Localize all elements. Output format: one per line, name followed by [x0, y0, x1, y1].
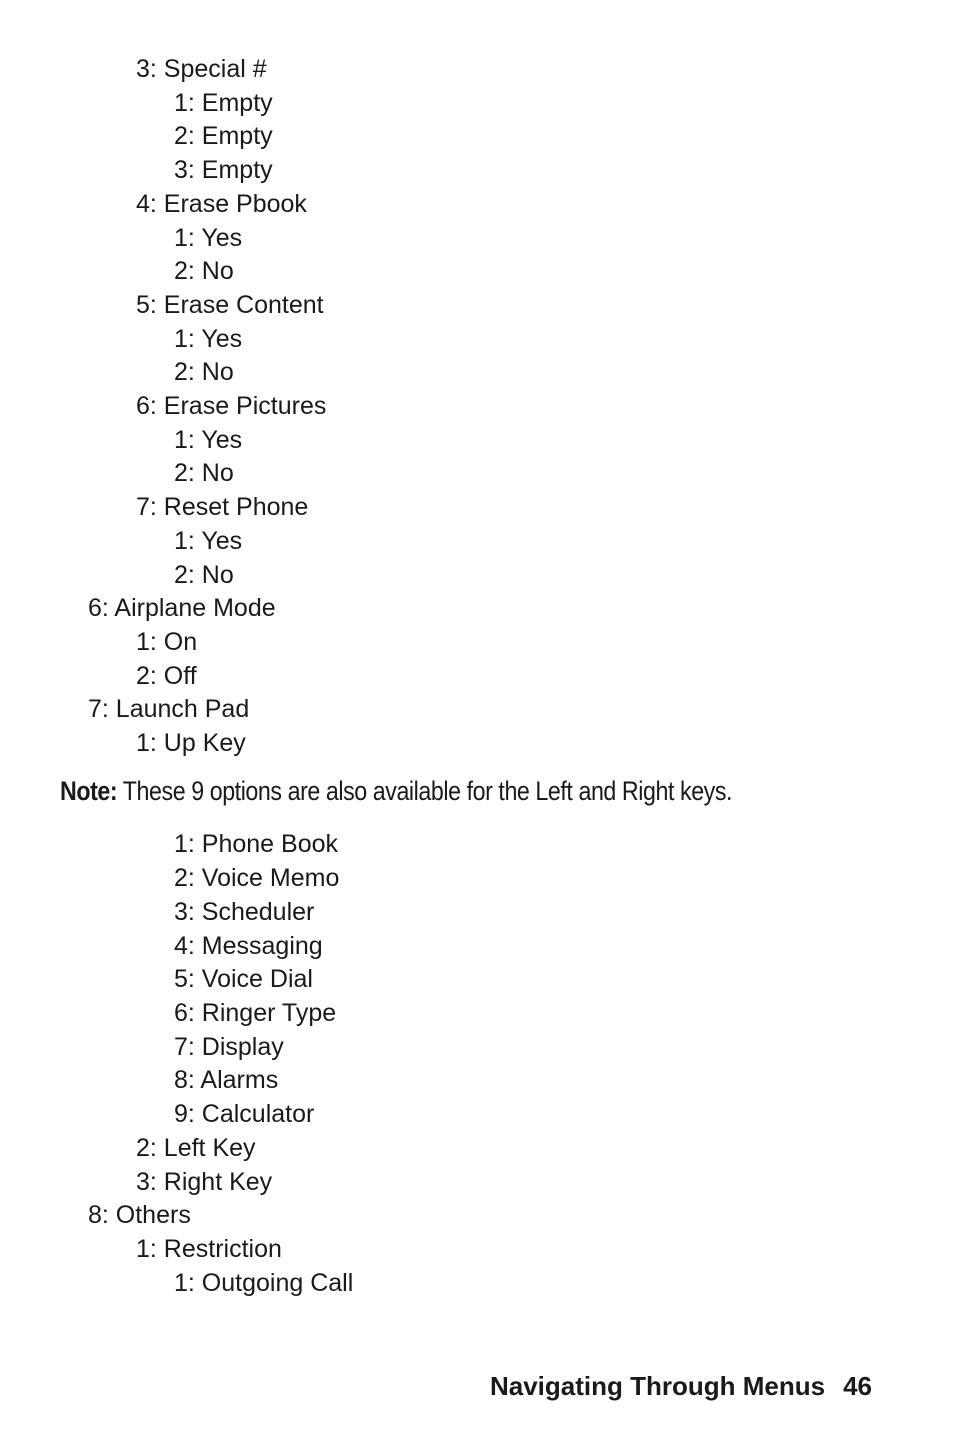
menu-item: 3: Empty	[174, 156, 273, 184]
menu-item: 5: Erase Content	[136, 291, 324, 319]
menu-item: 1: Yes	[174, 527, 243, 555]
menu-item: 3: Special #	[136, 55, 267, 83]
menu-item: 6: Ringer Type	[174, 999, 337, 1027]
menu-item: 4: Messaging	[174, 932, 323, 960]
note-text: These 9 options are also available for the Left and Right keys.	[122, 776, 733, 806]
menu-item: 5: Voice Dial	[174, 965, 313, 993]
menu-item: 3: Right Key	[136, 1168, 273, 1196]
footer-section-title: Navigating Through Menus	[489, 1371, 826, 1401]
menu-item: 2: No	[174, 257, 234, 285]
menu-item: 1: Restriction	[136, 1235, 282, 1263]
menu-item: 2: Empty	[174, 122, 273, 150]
menu-item: 6: Erase Pictures	[136, 392, 327, 420]
menu-item: 2: No	[174, 459, 234, 487]
menu-item: 9: Calculator	[174, 1100, 315, 1128]
menu-item: 1: On	[136, 628, 198, 656]
menu-item: 2: Voice Memo	[174, 864, 340, 892]
menu-item: 1: Outgoing Call	[174, 1269, 354, 1297]
menu-item: 1: Up Key	[136, 729, 246, 757]
menu-item: 7: Display	[174, 1033, 284, 1061]
menu-item: 1: Yes	[174, 426, 243, 454]
menu-item: 3: Scheduler	[174, 898, 315, 926]
menu-item: 1: Yes	[174, 224, 243, 252]
menu-item: 1: Phone Book	[174, 830, 339, 858]
menu-item: 1: Empty	[174, 89, 273, 117]
menu-item: 6: Airplane Mode	[88, 594, 276, 622]
menu-item: 8: Others	[88, 1201, 191, 1229]
menu-item: 2: No	[174, 561, 234, 589]
menu-item: 1: Yes	[174, 325, 243, 353]
note	[60, 774, 732, 808]
page-number: 46	[843, 1371, 872, 1401]
note-label: Note:	[60, 776, 118, 806]
menu-item: 7: Launch Pad	[88, 695, 250, 723]
menu-item: 2: No	[174, 358, 234, 386]
menu-item: 2: Left Key	[136, 1134, 256, 1162]
menu-item: 7: Reset Phone	[136, 493, 309, 521]
menu-item: 4: Erase Pbook	[136, 190, 307, 218]
menu-item: 8: Alarms	[174, 1066, 279, 1094]
page-footer	[490, 1370, 872, 1402]
menu-item: 2: Off	[136, 662, 197, 690]
